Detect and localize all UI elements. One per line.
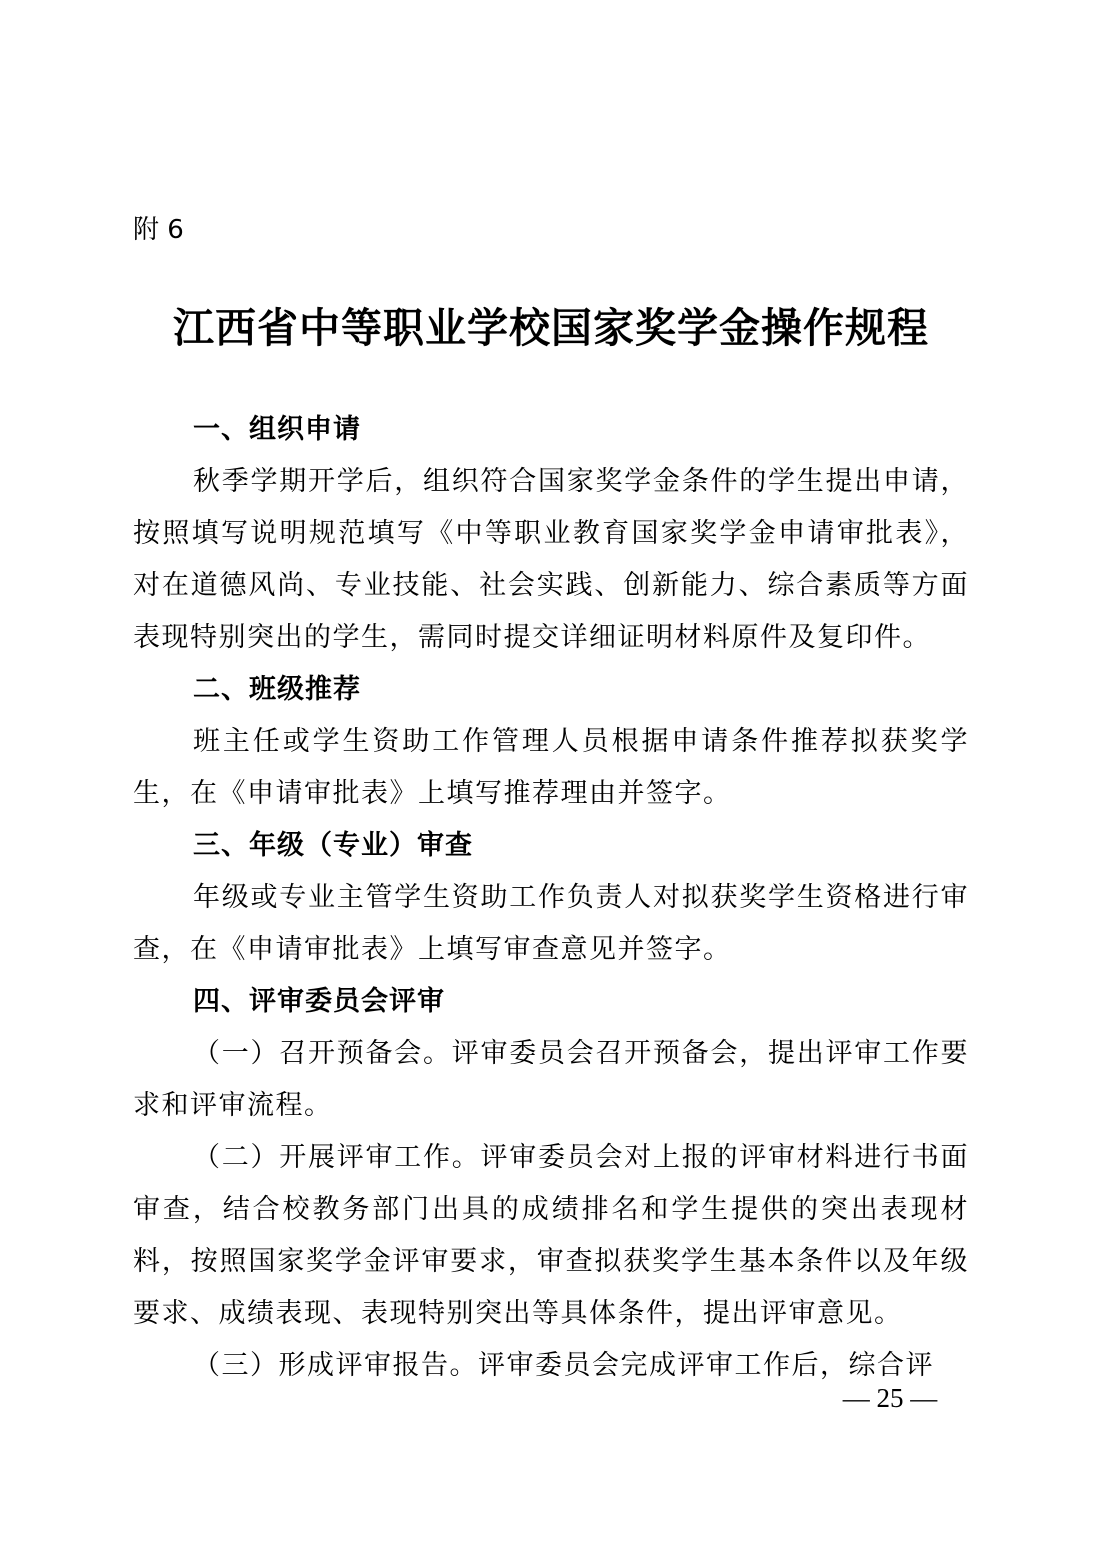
page-number: — 25 — [842, 1383, 938, 1413]
section-paragraph: 年级或专业主管学生资助工作负责人对拟获奖学生资格进行审查，在《申请审批表》上填写审查意见并签字。 [133, 882, 969, 965]
section-paragraph: （一）召开预备会。评审委员会召开预备会，提出评审工作要求和评审流程。 [133, 1038, 969, 1121]
document-title: 江西省中等职业学校国家奖学金操作规程 [173, 304, 929, 352]
section-heading: 三、年级（专业）审查 [193, 830, 473, 861]
attachment-label: 附 6 [133, 215, 184, 245]
section-paragraph: 秋季学期开学后，组织符合国家奖学金条件的学生提出申请，按照填写说明规范填写《中等职业教育国家奖学金申请审批表》，对在道德风尚、专业技能、社会实践、创新能力、综合素质等方面表现特别突出的学生，需同时提交详细证明材料原件及复印件。 [133, 466, 969, 653]
section-paragraph: （二）开展评审工作。评审委员会对上报的评审材料进行书面审查，结合校教务部门出具的成绩排名和学生提供的突出表现材料，按照国家奖学金评审要求，审查拟获奖学生基本条件以及年级要求、成绩表现、表现特别突出等具体条件，提出评审意见。 [133, 1142, 969, 1329]
section-heading: 二、班级推荐 [193, 674, 361, 705]
section-heading: 四、评审委员会评审 [193, 986, 445, 1017]
document-body [133, 404, 969, 1392]
section-paragraph: （三）形成评审报告。评审委员会完成评审工作后，综合评 [193, 1350, 934, 1381]
section-heading: 一、组织申请 [193, 414, 361, 445]
section-paragraph: 班主任或学生资助工作管理人员根据申请条件推荐拟获奖学生，在《申请审批表》上填写推荐理由并签字。 [133, 726, 969, 809]
